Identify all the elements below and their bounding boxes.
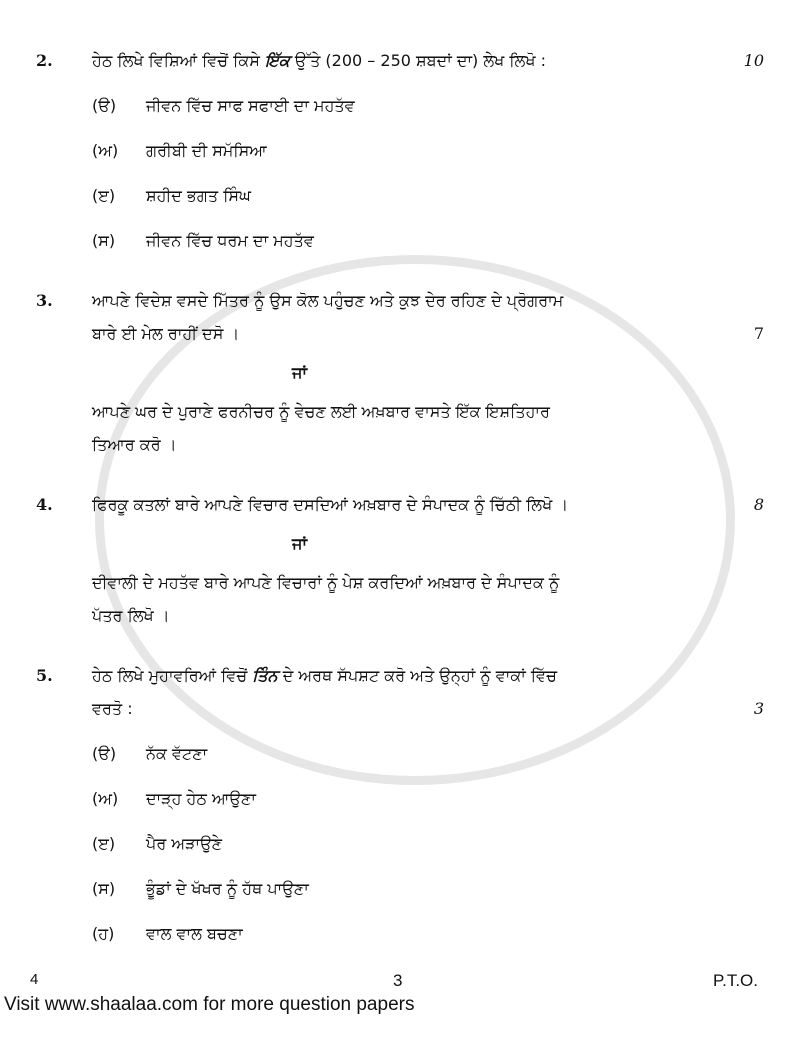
option-label: (ਹ) <box>92 924 115 943</box>
alternative-text: ਪੱਤਰ ਲਿਖੋ । <box>92 606 170 625</box>
option-text: ਸ਼ਹੀਦ ਭਗਤ ਸਿੰਘ <box>146 186 251 205</box>
question-emphasis: ਤਿੰਨ <box>252 666 278 685</box>
question-row <box>0 696 800 722</box>
or-row <box>0 534 800 554</box>
question-emphasis: ਇੱਕ <box>265 51 290 70</box>
pto-label: P.T.O. <box>712 971 758 990</box>
alternative-text: ਤਿਆਰ ਕਰੋ । <box>92 435 177 454</box>
option-row <box>0 183 800 209</box>
option-row <box>0 138 800 164</box>
option-text: ਗਰੀਬੀ ਦੀ ਸਮੱਸਿਆ <box>146 141 267 160</box>
marks: 3 <box>753 699 764 718</box>
visit-link[interactable]: Visit www.shaalaa.com for more question papers <box>4 994 415 1015</box>
option-row <box>0 93 800 119</box>
option-label: (ਸ) <box>92 879 116 898</box>
question-row <box>0 492 800 518</box>
option-text: ਜੀਵਨ ਵਿੱਚ ਧਰਮ ਦਾ ਮਹਤੱਵ <box>146 231 314 250</box>
question-text-part: ਹੇਠ ਲਿਖੇ ਵਿਸ਼ਿਆਂ ਵਿਚੋਂ ਕਿਸੇ <box>92 51 260 70</box>
footer-row <box>0 971 800 993</box>
option-label: (ੲ) <box>92 186 116 205</box>
option-text: ਵਾਲ ਵਾਲ ਬਚਣਾ <box>146 924 243 943</box>
question-text-part: ਦੇ ਅਰਥ ਸੱਪਸ਼ਟ ਕਰੋ ਅਤੇ ਉਨ੍ਹਾਂ ਨੂੰ ਵਾਕਾਂ ਵਿੱਚ <box>282 666 557 685</box>
question-row <box>0 321 800 347</box>
or-row <box>0 363 800 383</box>
page-number: 3 <box>393 971 403 990</box>
option-label: (ਅ) <box>92 141 119 160</box>
option-row <box>0 831 800 857</box>
option-text: ਦਾੜ੍ਹ ਹੇਠ ਆਉਣਾ <box>146 789 256 808</box>
option-text: ਨੱਕ ਵੱਟਣਾ <box>146 744 208 763</box>
alternative-row <box>0 570 800 596</box>
option-row <box>0 741 800 767</box>
question-row <box>0 48 800 74</box>
question-text: ਬਾਰੇ ਈ ਮੇਲ ਰਾਹੀਂ ਦਸੋ । <box>92 324 240 343</box>
footer-code: 4 <box>30 971 39 988</box>
question-number: 2. <box>36 51 53 70</box>
alternative-row <box>0 603 800 629</box>
option-text: ਪੈਰ ਅੜਾਉਣੇ <box>146 834 223 853</box>
option-row <box>0 786 800 812</box>
or-separator: ਜਾਂ <box>292 534 307 553</box>
option-label: (ੲ) <box>92 834 116 853</box>
option-text: ਭੂੰਡਾਂ ਦੇ ਖੱਖਰ ਨੂੰ ਹੱਥ ਪਾਉਣਾ <box>146 879 309 898</box>
question-row <box>0 663 800 689</box>
question-number: 4. <box>36 495 53 514</box>
question-number: 5. <box>36 666 53 685</box>
alternative-text: ਦੀਵਾਲੀ ਦੇ ਮਹਤੱਵ ਬਾਰੇ ਆਪਣੇ ਵਿਚਾਰਾਂ ਨੂੰ ਪੇਸ਼ ਕਰਦਿਆਂ ਅਖ਼ਬਾਰ ਦੇ ਸੰਪਾਦਕ ਨੂੰ <box>92 573 560 592</box>
question-text: ਵਰਤੋ : <box>92 699 133 718</box>
option-label: (ੳ) <box>92 744 117 763</box>
question-text-part: ਹੇਠ ਲਿਖੇ ਮੁਹਾਵਰਿਆਂ ਵਿਚੋਂ <box>92 666 248 685</box>
question-number: 3. <box>36 291 53 310</box>
or-separator: ਜਾਂ <box>292 363 307 382</box>
option-label: (ਅ) <box>92 789 119 808</box>
marks: 7 <box>753 324 764 343</box>
alternative-row <box>0 432 800 458</box>
option-row <box>0 921 800 947</box>
option-row <box>0 876 800 902</box>
question-text-part: ਉੱਤੇ (200 – 250 ਸ਼ਬਦਾਂ ਦਾ) ਲੇਖ ਲਿਖੋ : <box>294 51 546 70</box>
option-label: (ੳ) <box>92 96 117 115</box>
alternative-text: ਆਪਣੇ ਘਰ ਦੇ ਪੁਰਾਣੇ ਫਰਨੀਚਰ ਨੂੰ ਵੇਚਣ ਲਈ ਅਖ਼ਬਾਰ ਵਾਸਤੇ ਇੱਕ ਇਸ਼ਤਿਹਾਰ <box>92 402 550 421</box>
option-label: (ਸ) <box>92 231 116 250</box>
question-text: ਫਿਰਕੂ ਕਤਲਾਂ ਬਾਰੇ ਆਪਣੇ ਵਿਚਾਰ ਦਸਦਿਆਂ ਅਖ਼ਬਾਰ ਦੇ ਸੰਪਾਦਕ ਨੂੰ ਚਿੱਠੀ ਲਿਖੋ । <box>92 495 569 514</box>
question-row <box>0 288 800 314</box>
alternative-row <box>0 399 800 425</box>
option-row <box>0 228 800 254</box>
marks: 8 <box>753 495 764 514</box>
question-text: ਆਪਣੇ ਵਿਦੇਸ਼ ਵਸਦੇ ਮਿੱਤਰ ਨੂੰ ਉਸ ਕੋਲ ਪਹੁੰਚਣ ਅਤੇ ਕੁਝ ਦੇਰ ਰਹਿਣ ਦੇ ਪ੍ਰੋਗਰਾਮ <box>92 291 564 310</box>
question-text <box>92 48 704 74</box>
marks: 10 <box>743 51 764 70</box>
option-text: ਜੀਵਨ ਵਿੱਚ ਸਾਫ ਸਫਾਈ ਦਾ ਮਹਤੱਵ <box>146 96 355 115</box>
question-text <box>92 663 704 689</box>
